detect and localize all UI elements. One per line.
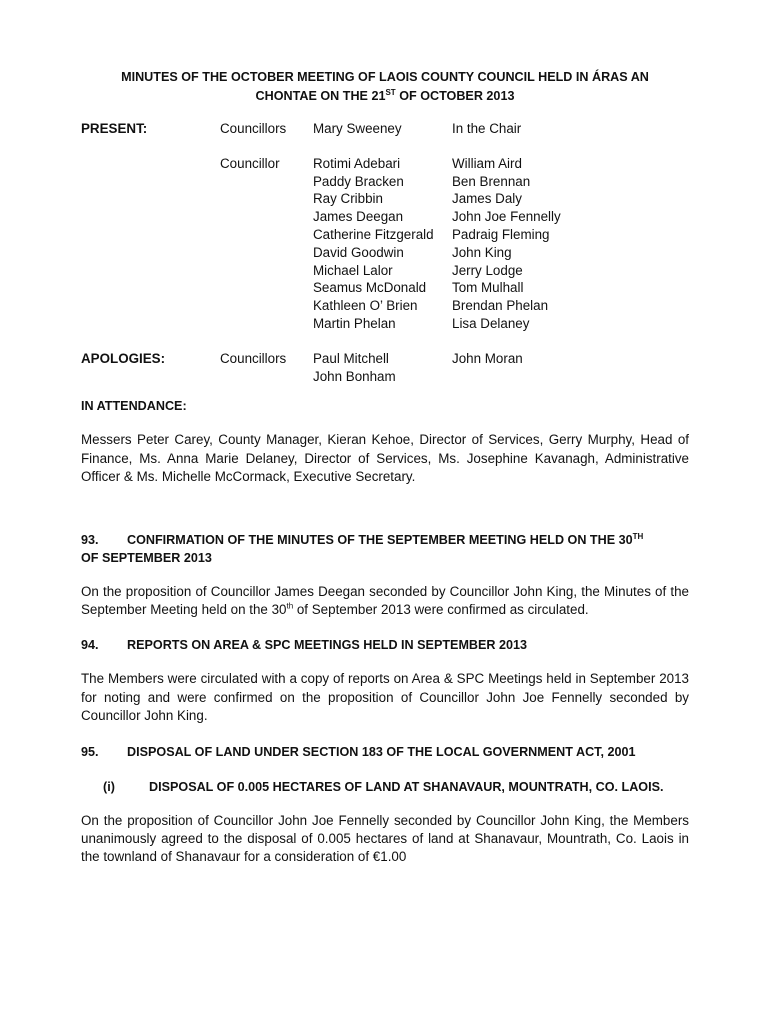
member-name: John King (452, 244, 512, 260)
subsection-number: (i) (103, 779, 115, 794)
member-name: William Aird (452, 155, 522, 171)
document-title (81, 68, 689, 106)
member-name: Catherine Fitzgerald (313, 226, 434, 242)
member-name: James Daly (452, 191, 522, 207)
apologies-section (81, 350, 689, 386)
member-name: Paddy Bracken (313, 173, 404, 189)
section-93 (81, 531, 689, 620)
section-95 (81, 743, 689, 867)
apologies-col-1 (313, 350, 452, 386)
member-name: Lisa Delaney (452, 315, 530, 331)
chair-role: Councillors (220, 121, 287, 136)
chair-note: In the Chair (452, 121, 522, 136)
member-name: Ben Brennan (452, 173, 531, 189)
section-95-subheading (103, 778, 689, 796)
attendance-heading: IN ATTENDANCE: (81, 399, 187, 414)
present-section (81, 120, 689, 333)
apology-name: John Bonham (313, 368, 396, 384)
member-name: Rotimi Adebari (313, 155, 401, 171)
member-name: James Deegan (313, 209, 404, 225)
section-94 (81, 636, 689, 725)
subsection-title: DISPOSAL OF 0.005 HECTARES OF LAND AT SHANAVAUR, MOUNTRATH, CO. LAOIS. (149, 779, 664, 794)
members-row (81, 155, 689, 333)
present-label: PRESENT: (81, 121, 148, 136)
attendance-section (81, 397, 689, 486)
members-role: Councillor (220, 155, 280, 171)
apologies-col-2 (452, 350, 652, 386)
attendance-text: Messers Peter Carey, County Manager, Kieran Kehoe, Director of Services, Gerry Murphy, Head of Finance, Ms. Anna Marie Delaney, Director of Services, Ms. Josephine Kavanagh, Administrative Officer & Ms. Michelle McCormack, Executive Secretary. (81, 432, 689, 485)
member-name: Michael Lalor (313, 262, 393, 278)
member-name: Seamus McDonald (313, 280, 427, 296)
member-name: Jerry Lodge (452, 262, 523, 278)
member-name: Tom Mulhall (452, 280, 524, 296)
section-94-body: The Members were circulated with a copy of reports on Area & SPC Meetings held in September 2013 for noting and were confirmed on the proposition of Councillor John Joe Fennelly seconded by Councillor John King. (81, 671, 689, 724)
section-93-heading: 93. CONFIRMATION OF THE MINUTES OF THE SEPTEMBER MEETING HELD ON THE 30TH OF SEPTEMBER 2013 (81, 531, 644, 565)
member-name: Padraig Fleming (452, 226, 550, 242)
member-name: Ray Cribbin (313, 191, 383, 207)
member-name: Brendan Phelan (452, 298, 549, 314)
section-number: 95. (81, 744, 99, 759)
section-number: 93. (81, 532, 99, 547)
section-number: 94. (81, 638, 99, 653)
member-name: Martin Phelan (313, 315, 396, 331)
members-col-1 (313, 155, 452, 333)
document-page (81, 68, 689, 867)
section-94-heading: 94. REPORTS ON AREA & SPC MEETINGS HELD IN SEPTEMBER 2013 (81, 638, 528, 653)
apology-name: Paul Mitchell (313, 350, 389, 366)
member-name: Kathleen O’ Brien (313, 298, 418, 314)
title-line-1: MINUTES OF THE OCTOBER MEETING OF LAOIS COUNTY COUNCIL HELD IN ÁRAS AN (121, 70, 649, 84)
section-93-body: On the proposition of Councillor James Deegan seconded by Councillor John King, the Minutes of the September Meeting held on the 30th of September 2013 were confirmed as circulated. (81, 583, 689, 617)
members-col-2 (452, 155, 652, 333)
section-95-heading: 95. DISPOSAL OF LAND UNDER SECTION 183 OF THE LOCAL GOVERNMENT ACT, 2001 (81, 744, 636, 759)
apologies-label: APOLOGIES: (81, 350, 166, 366)
apologies-role: Councillors (220, 350, 287, 366)
member-name: David Goodwin (313, 244, 404, 260)
title-line-2: CHONTAE ON THE 21ST OF OCTOBER 2013 (255, 87, 515, 103)
chair-row (81, 120, 689, 138)
section-95-body: On the proposition of Councillor John Joe Fennelly seconded by Councillor John King, the Members unanimously agreed to the disposal of 0.005 hectares of land at Shanavaur, Mountrath, Co. Laois in the townland of Shanavaur for a consideration of €1.00 (81, 812, 689, 865)
member-name: John Joe Fennelly (452, 209, 561, 225)
apology-name: John Moran (452, 350, 523, 366)
chair-name: Mary Sweeney (313, 121, 402, 136)
